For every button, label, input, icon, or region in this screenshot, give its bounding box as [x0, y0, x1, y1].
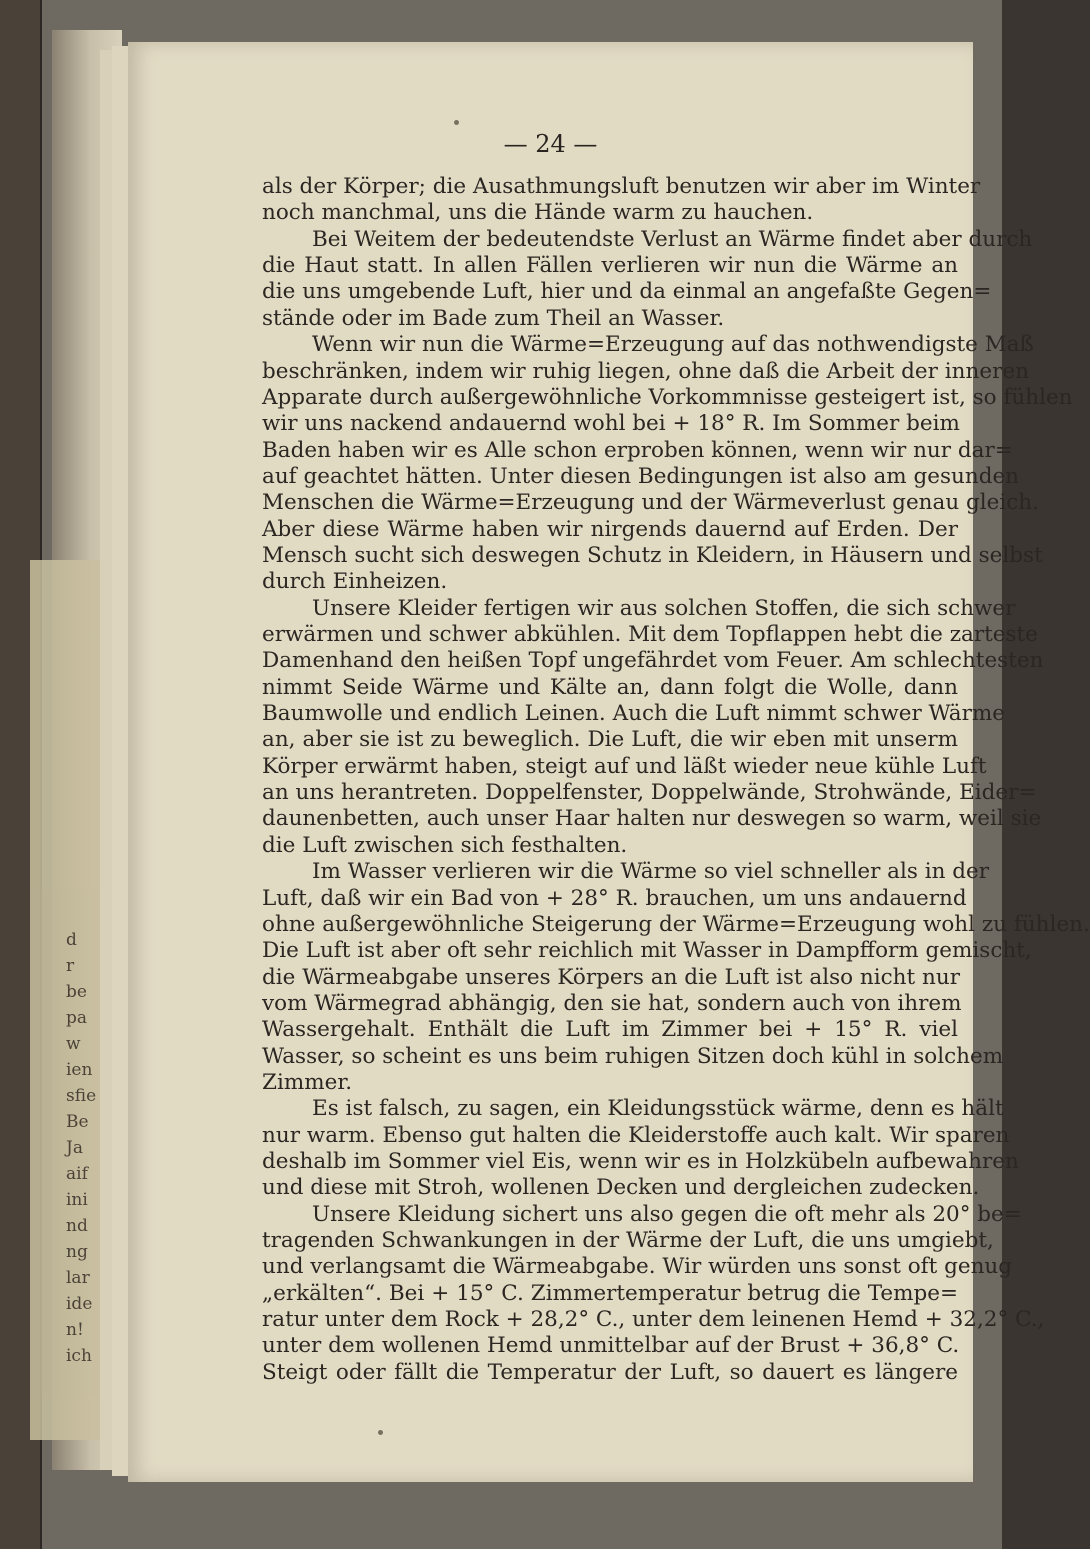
text-line: Damenhand den heißen Topf ungefährdet vom Feuer. Am schlechtesten — [262, 648, 1044, 674]
prev-page-text-fragment: Ja — [66, 1138, 83, 1158]
text-line: deshalb im Sommer viel Eis, wenn wir es in Holzkübeln aufbewahren — [262, 1149, 1019, 1174]
text-line: „erkälten“. Bei + 15° C. Zimmertemperatur betrug die Tempe= — [262, 1280, 958, 1306]
prev-page-text-fragment: ng — [66, 1242, 88, 1262]
text-line: wir uns nackend andauernd wohl bei + 18° R. Im Sommer beim — [262, 411, 960, 437]
text-line: an, aber sie ist zu beweglich. Die Luft, die wir eben mit unserm — [262, 727, 958, 753]
text-line: Körper erwärmt haben, steigt auf und läßt wieder neue kühle Luft — [262, 753, 987, 779]
text-line: und diese mit Stroh, wollenen Decken und dergleichen zudecken. — [262, 1175, 980, 1201]
text-line: daunenbetten, auch unser Haar halten nur deswegen so warm, weil sie — [262, 806, 1042, 832]
prev-page-text-fragment: be — [66, 982, 87, 1002]
text-line: an uns herantreten. Doppelfenster, Doppelwände, Strohwände, Eider= — [262, 780, 1037, 806]
text-line: Wenn wir nun die Wärme=Erzeugung auf das nothwendigste Maß — [312, 332, 1034, 358]
text-line: Aber diese Wärme haben wir nirgends dauernd auf Erden. Der — [262, 516, 958, 542]
text-line: Wasser, so scheint es uns beim ruhigen Sitzen doch kühl in solchem — [262, 1043, 1004, 1069]
prev-page-text-fragment: aif — [66, 1164, 88, 1184]
prev-page-text-fragment: ien — [66, 1060, 93, 1080]
text-line: Menschen die Wärme=Erzeugung und der Wärmeverlust genau gleich. — [262, 490, 1039, 516]
text-line: Baden haben wir es Alle schon erproben können, wenn wir nur dar= — [262, 437, 1013, 463]
previous-page-edge — [30, 560, 100, 1440]
text-line: Luft, daß wir ein Bad von + 28° R. brauchen, um uns andauernd — [262, 885, 967, 911]
text-line: unter dem wollenen Hemd unmittelbar auf der Brust + 36,8° C. — [262, 1333, 960, 1359]
prev-page-text-fragment: pa — [66, 1008, 88, 1028]
text-line: nur warm. Ebenso gut halten die Kleiderstoffe auch kalt. Wir sparen — [262, 1122, 1010, 1148]
text-line: Wassergehalt. Enthält die Luft im Zimmer bei + 15° R. viel — [262, 1017, 958, 1043]
text-line: vom Wärmegrad abhängig, den sie hat, sondern auch von ihrem — [262, 990, 962, 1016]
text-line: Apparate durch außergewöhnliche Vorkommnisse gesteigert ist, so fühlen — [262, 384, 1073, 410]
text-line: ohne außergewöhnliche Steigerung der Wärme=Erzeugung wohl zu fühlen. — [262, 911, 1090, 937]
text-line: noch manchmal, uns die Hände warm zu hauchen. — [262, 200, 814, 226]
prev-page-text-fragment: d — [66, 930, 77, 950]
text-line: erwärmen und schwer abkühlen. Mit dem Topflappen hebt die zarteste — [262, 622, 1038, 647]
text-line: Mensch sucht sich deswegen Schutz in Kleidern, in Häusern und selbst — [262, 542, 1043, 568]
text-line: Unsere Kleider fertigen wir aus solchen Stoffen, die sich schwer — [312, 595, 1016, 621]
prev-page-text-fragment: r — [66, 956, 75, 976]
text-line: nimmt Seide Wärme und Kälte an, dann folgt die Wolle, dann — [262, 674, 958, 700]
text-line: und verlangsamt die Wärmeabgabe. Wir würden uns sonst oft genug — [262, 1254, 1013, 1280]
text-line: Die Luft ist aber oft sehr reichlich mit Wasser in Dampfform gemischt, — [262, 938, 1032, 964]
paper-speck — [378, 1430, 383, 1435]
text-line: durch Einheizen. — [262, 569, 448, 595]
text-line: tragenden Schwankungen in der Wärme der Luft, die uns umgiebt, — [262, 1228, 994, 1253]
prev-page-text-fragment: w — [66, 1034, 81, 1054]
prev-page-text-fragment: n! — [66, 1320, 84, 1340]
text-line: Unsere Kleidung sichert uns also gegen die oft mehr als 20° be= — [312, 1201, 1022, 1227]
text-line: beschränken, indem wir ruhig liegen, ohne daß die Arbeit der inneren — [262, 358, 1029, 384]
text-line: Steigt oder fällt die Temperatur der Luft, so dauert es längere — [262, 1359, 958, 1385]
text-line: stände oder im Bade zum Theil an Wasser. — [262, 305, 725, 331]
prev-page-text-fragment: sfie — [66, 1086, 97, 1106]
text-line: Im Wasser verlieren wir die Wärme so viel schneller als in der — [312, 859, 990, 885]
prev-page-text-fragment: ide — [66, 1294, 93, 1314]
page-number: — 24 — — [503, 130, 598, 158]
text-line: die Luft zwischen sich festhalten. — [262, 832, 628, 858]
text-line: Bei Weitem der bedeutendste Verlust an Wärme findet aber durch — [312, 226, 1033, 252]
prev-page-text-fragment: ich — [66, 1346, 92, 1366]
text-line: die Haut statt. In allen Fällen verlieren wir nun die Wärme an — [262, 253, 958, 279]
text-line: die Wärmeabgabe unseres Körpers an die Luft ist also nicht nur — [262, 964, 960, 990]
prev-page-text-fragment: Be — [66, 1112, 89, 1132]
text-line: ratur unter dem Rock + 28,2° C., unter dem leinenen Hemd + 32,2° C., — [262, 1307, 1045, 1332]
prev-page-text-fragment: nd — [66, 1216, 88, 1236]
text-line: als der Körper; die Ausathmungsluft benutzen wir aber im Winter — [262, 174, 981, 199]
text-line: Es ist falsch, zu sagen, ein Kleidungsstück wärme, denn es hält — [312, 1096, 1004, 1122]
text-line: auf geachtet hätten. Unter diesen Bedingungen ist also am gesunden — [262, 463, 1020, 489]
text-line: Baumwolle und endlich Leinen. Auch die Luft nimmt schwer Wärme — [262, 701, 1005, 726]
prev-page-text-fragment: ini — [66, 1190, 88, 1210]
text-line: die uns umgebende Luft, hier und da einmal an angefaßte Gegen= — [262, 279, 992, 305]
paper-speck — [454, 120, 459, 125]
book-page — [128, 42, 1090, 1482]
text-line: Zimmer. — [262, 1069, 353, 1095]
prev-page-text-fragment: lar — [66, 1268, 90, 1288]
